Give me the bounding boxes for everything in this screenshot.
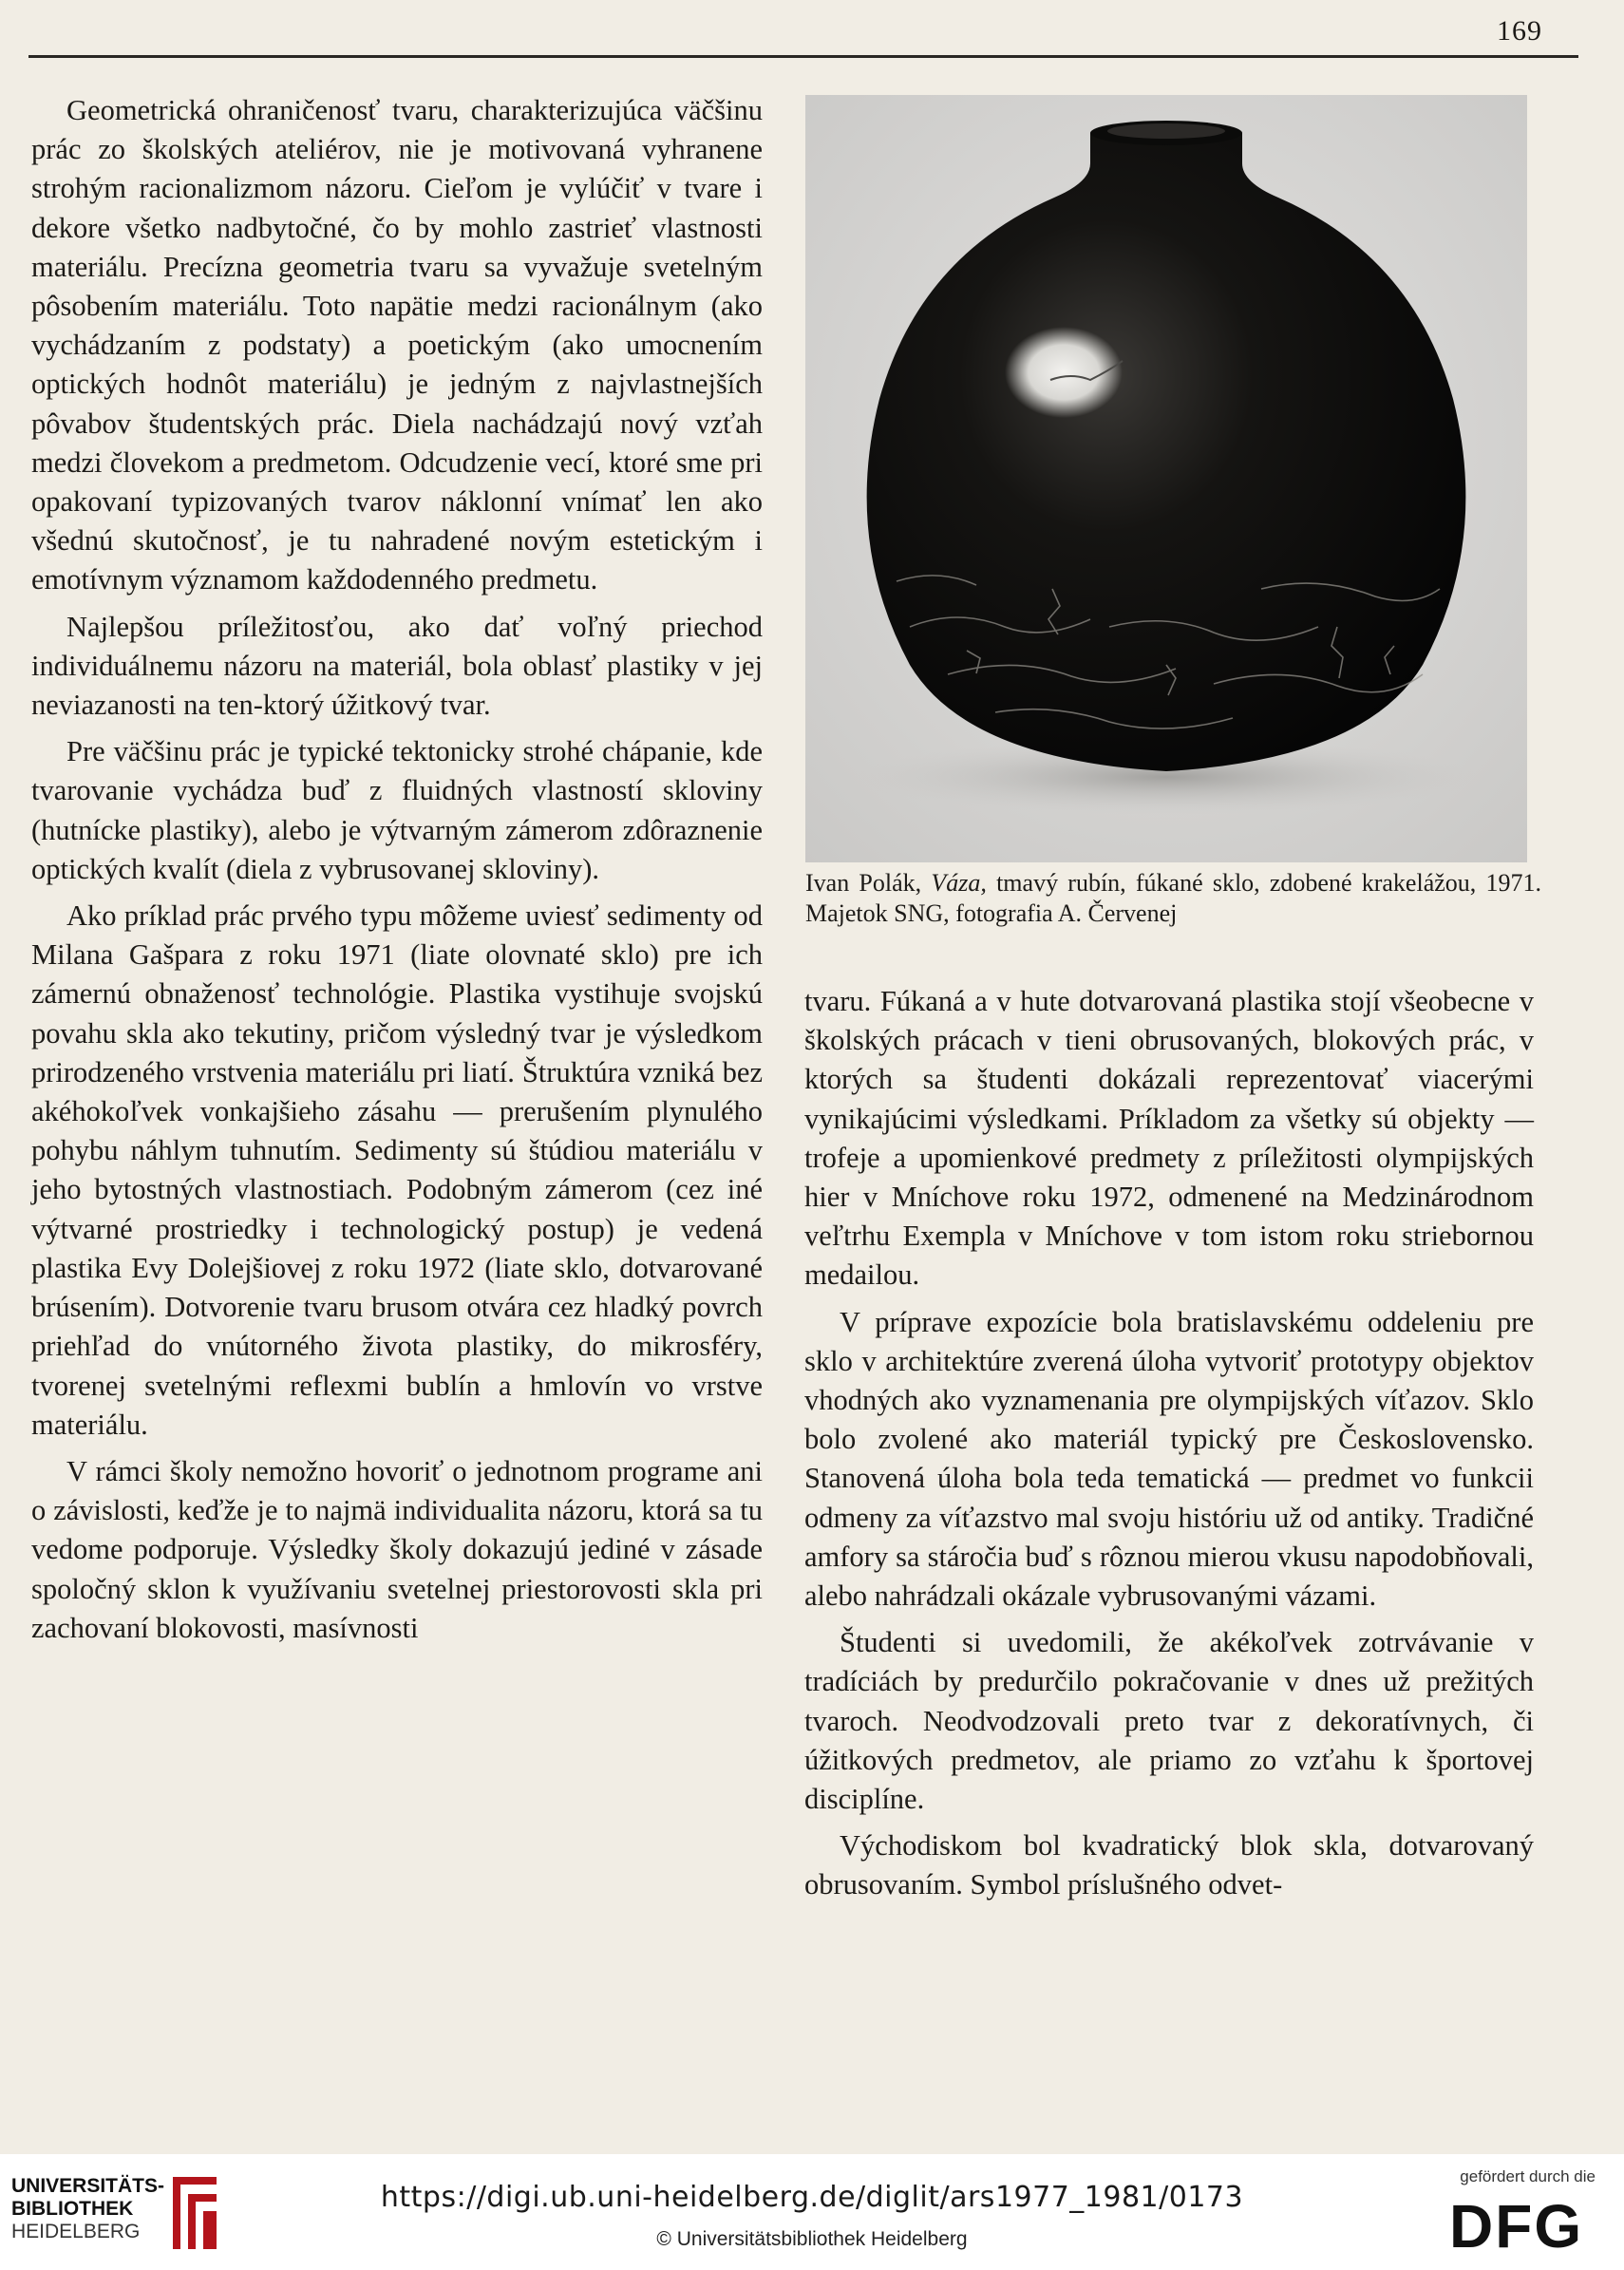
paragraph: Študenti si uvedomili, že akékoľvek zotrvávanie v tradíciách by predurčilo pokračovanie v dnes už prežitých tvaroch. Neodvodzovali preto tvar z dekoratívnych, či úžitkových predmetov, ale priamo zo vzťahu k športovej disciplíne. — [804, 1626, 1534, 1816]
paragraph: Najlepšou príležitosťou, ako dať voľný priechod individuálnemu názoru na materiál, bola oblasť plastiky v jej neviazanosti na ten-ktorý úžitkový tvar. — [31, 610, 763, 722]
caption-title: Váza, — [931, 869, 987, 897]
library-line-2: BIBLIOTHEK — [11, 2198, 134, 2220]
footer-bar — [0, 2154, 1624, 2270]
right-text-column — [804, 982, 1534, 1913]
library-line-1: UNIVERSITÄTS- — [11, 2175, 165, 2197]
caption-details: tmavý rubín, fúkané sklo, zdobené krakelážou, 1971. Majetok SNG, fotografia A. Červenej — [805, 869, 1541, 927]
vase-photograph — [805, 95, 1527, 862]
dfg-logo-icon[interactable] — [1449, 2194, 1601, 2255]
paragraph: Ako príklad prác prvého typu môžeme uviesť sedimenty od Milana Gašpara z roku 1971 (liate olovnaté sklo) pre ich zámernú obnaženosť technológie. Plastika vystihuje svojskú povahu skla ako tekutiny, pričom výsledný tvar je výsledkom prirodzeného vrstvenia materiálu pri liatí. Štruktúra vzniká bez akéhokoľvek vonkajšieho zásahu — prerušením plynulého pohybu náhlym tuhnutím. Sedimenty sú štúdiou materiálu v jeho bytostných vlastnostiach. Podobným zámerom (cez iné výtvarné prostriedky i technologický postup) je vedená plastika Evy Dolejšiovej z roku 1972 (liate sklo, dotvarované brúsením). Dotvorenie tvaru brusom otvára cez hladký povrch priehľad do vnútorného života plastiky, do mikrosféry, tvorenej svetelnými reflexmi bublín a hmlovín vo vrstve materiálu. — [31, 899, 763, 1441]
page-url-link[interactable]: https://digi.ub.uni-heidelberg.de/diglit/ars1977_1981/0173 — [380, 2181, 1244, 2214]
figure-caption — [805, 868, 1541, 929]
paragraph: Východiskom bol kvadratický blok skla, dotvarovaný obrusovaním. Symbol príslušného odvet- — [804, 1829, 1534, 1901]
dfg-logo-text: DFG — [1449, 2194, 1584, 2255]
left-text-column — [31, 91, 763, 1655]
caption-author: Ivan Polák, — [805, 869, 932, 897]
paragraph: Pre väčšinu prác je typické tektonicky strohé chápanie, kde tvarovanie vychádza buď z fluidných vlastností skloviny (hutnícke plastiky), alebo je výtvarným zámerom zdôraznenie optických kvalít (diela z vybrusovanej skloviny). — [31, 735, 763, 885]
paragraph: V rámci školy nemožno hovoriť o jednotnom programe ani o závislosti, keďže je to najmä individualita názoru, ktorá sa tu vedome podporuje. Výsledky školy dokazujú jediné v zásade spoločný sklon k využívaniu svetelnej priestorovosti skla pri zachovaní blokovosti, masívnosti — [31, 1454, 763, 1644]
page-number: 169 — [1497, 15, 1542, 47]
funding-note: gefördert durch die — [1460, 2167, 1596, 2185]
header-rule — [28, 55, 1578, 58]
paragraph: Geometrická ohraničenosť tvaru, charakterizujúca väčšinu prác zo školských ateliérov, nie je motivovaná vyhranene strohým racionalizmom názoru. Cieľom je vylúčiť v tvare i dekore všetko nadbytočné, čo by mohlo zastrieť vlastnosti materiálu. Precízna geometria tvaru sa vyvažuje svetelným pôsobením materiálu. Toto napätie medzi racionálnym (ako vychádzaním z podstaty) a poetickým (ako umocnením optických hodnôt materiálu) je jedným z najvlastnejších pôvabov študentských prác. Diela nachádzajú nový vzťah medzi človekom a predmetom. Odcudzenie vecí, ktoré sme pri opakovaní typizovaných tvarov náklonní vnímať len ako všednú skutočnosť, je tu nahradené novým estetickým i emotívnym významom každodenného predmetu. — [31, 94, 763, 596]
copyright-notice: © Universitätsbibliothek Heidelberg — [656, 2228, 968, 2250]
paragraph: tvaru. Fúkaná a v hute dotvarovaná plastika stojí všeobecne v školských prácach v tieni obrusovaných, blokových prác, v ktorých sa študenti dokázali reprezentovať viacerými vynikajúcimi výsledkami. Príkladom za všetky sú objekty — trofeje a upomienkové predmety z príležitosti olympijských hier v Mníchove roku 1972, odmenené na Medzinárodnom veľtrhu Exempla v Mníchove v tom istom roku striebornou medailou. — [804, 985, 1534, 1292]
library-line-3: HEIDELBERG — [11, 2221, 141, 2242]
paragraph: V príprave expozície bola bratislavskému oddeleniu pre sklo v architektúre zverená úloha vytvoriť prototypy objektov vhodných ako vyznamenania pre olympijských víťazov. Sklo bolo zvolené ako materiál typický pre Československo. Stanovená úloha bola teda tematická — predmet vo funkcii odmeny za víťazstvo mal svoju históriu už od antiky. Tradičné amfory sa stáročia buď s rôznou mierou vkusu napodobňovali, alebo nahrádzali okázale vybrusovanými vázami. — [804, 1305, 1534, 1613]
